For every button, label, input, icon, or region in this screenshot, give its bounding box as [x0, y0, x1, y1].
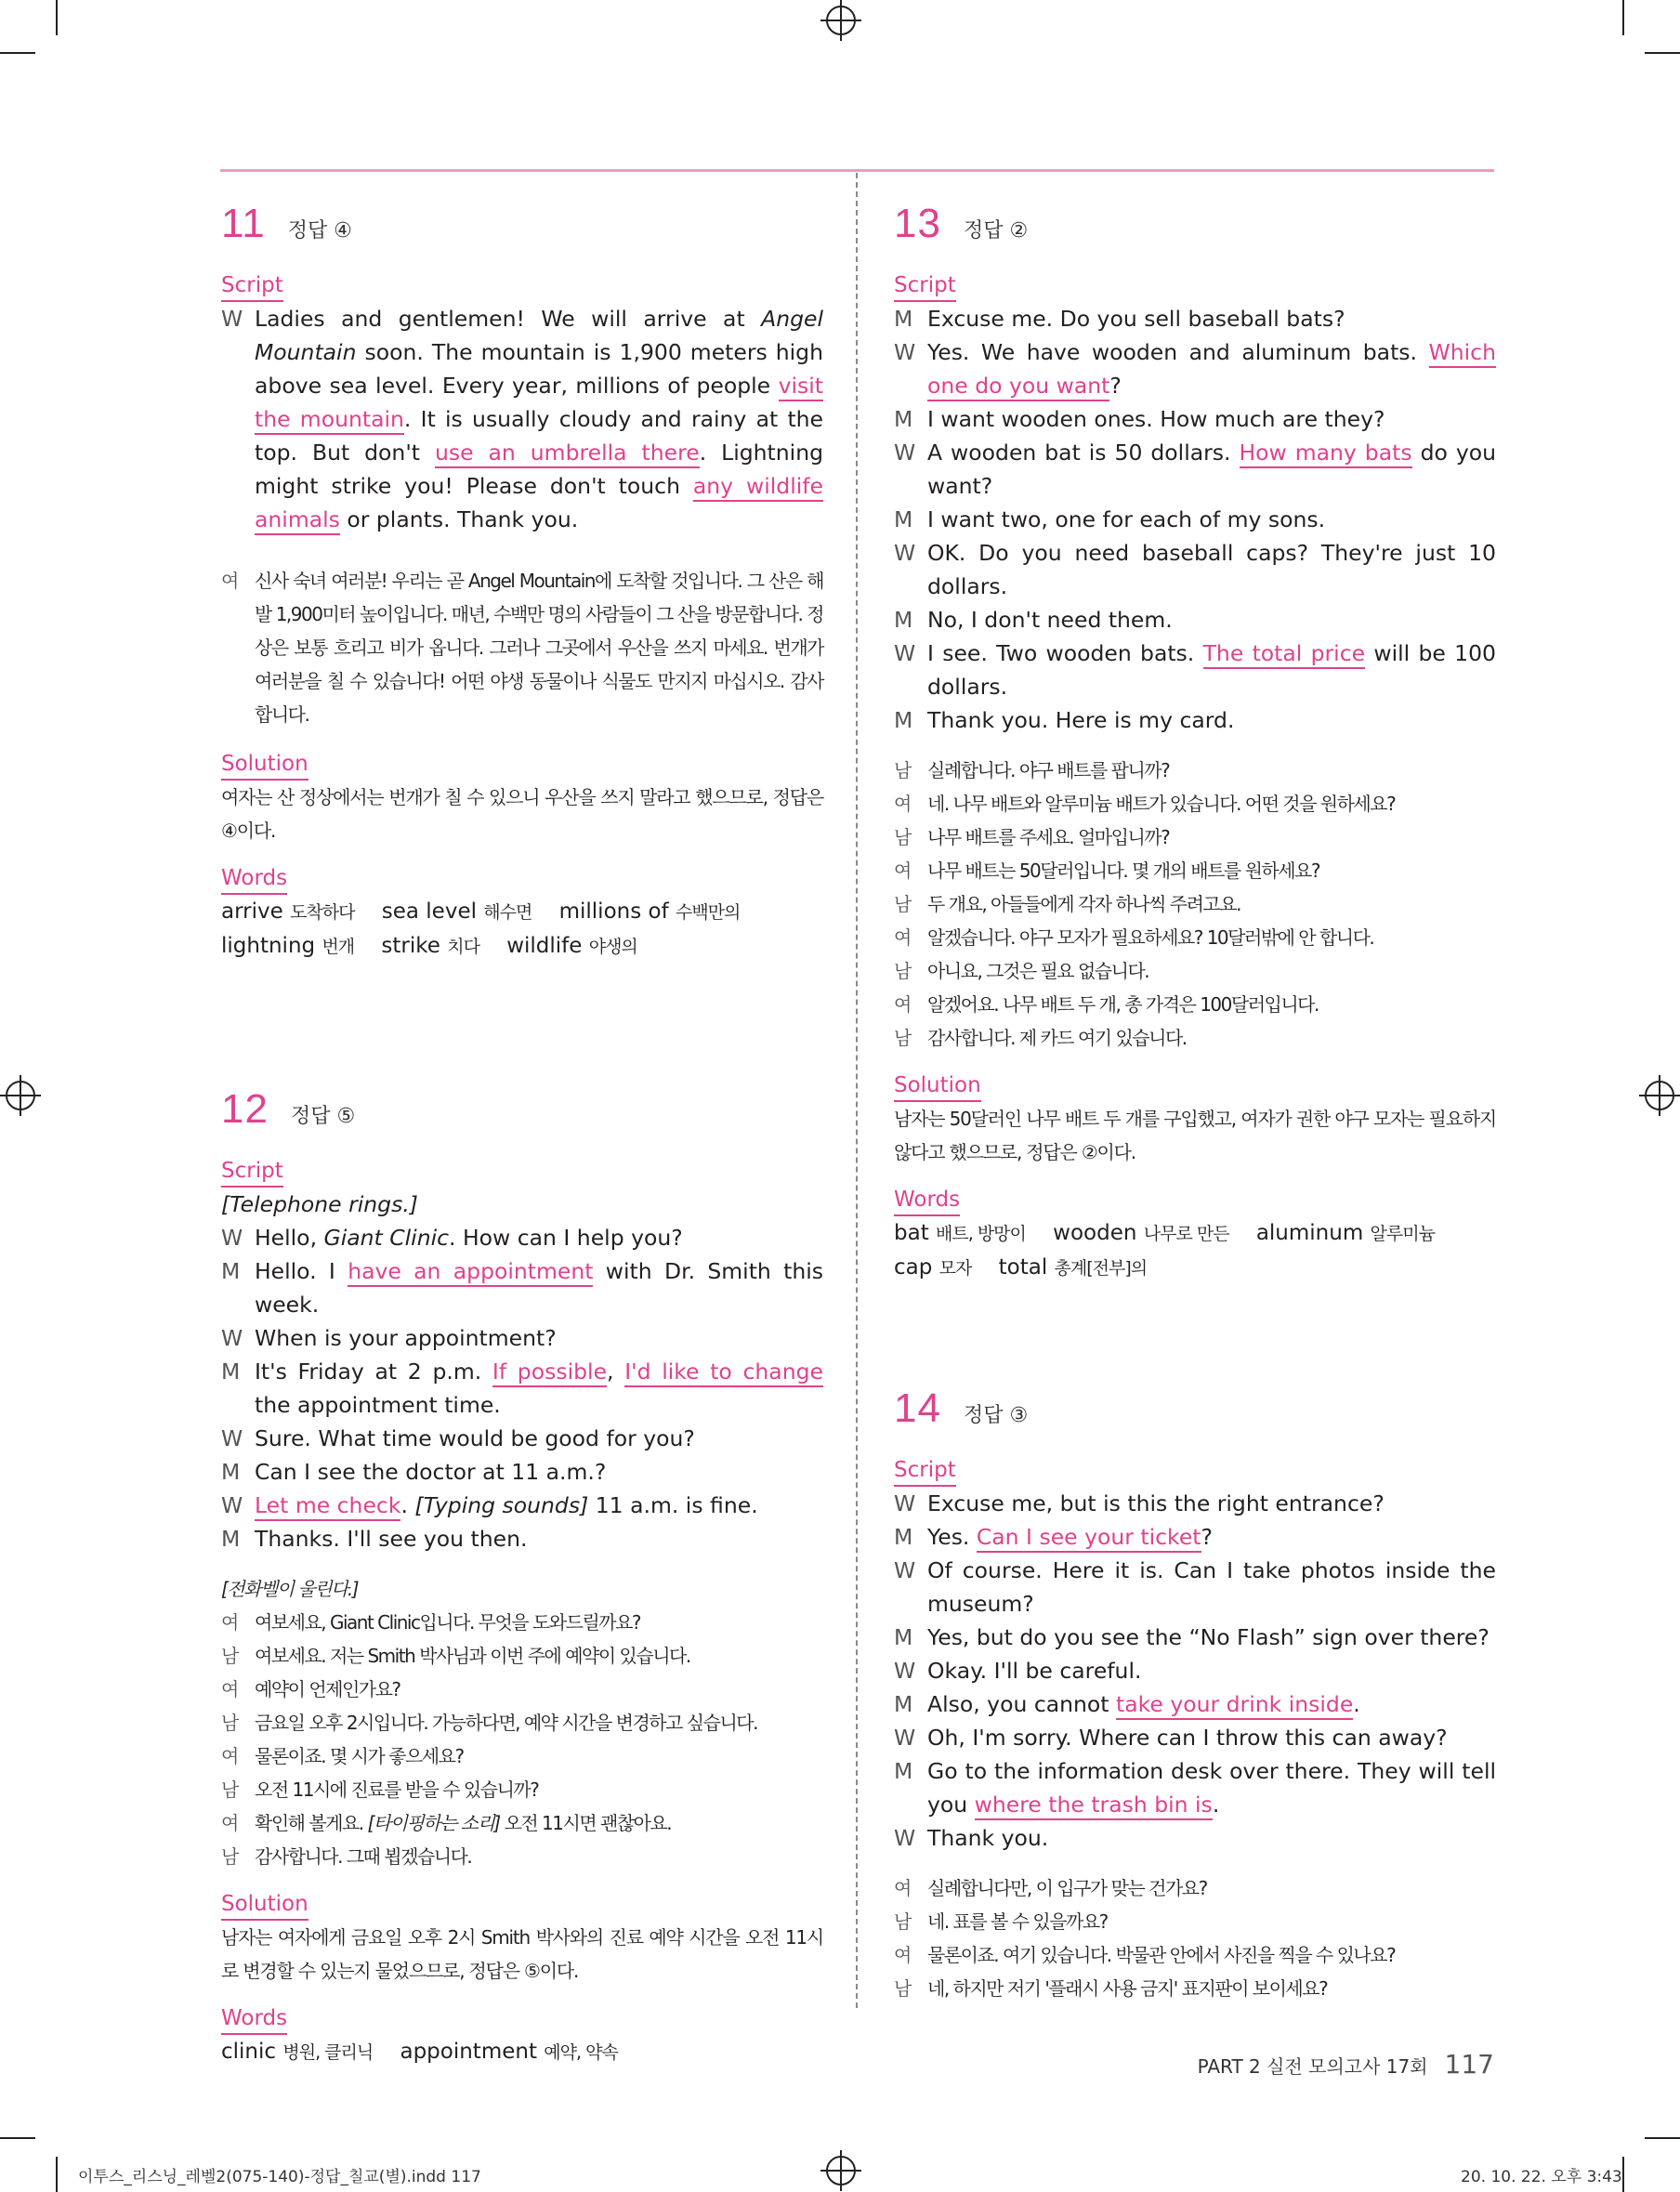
script-line: M Thanks. I'll see you then.: [221, 1526, 528, 1552]
crop-mark: [1645, 52, 1680, 54]
script-line: M Yes, but do you see the “No Flash” sign over there?: [894, 1624, 1490, 1650]
question-number: 12: [221, 1086, 269, 1132]
question-12: [221, 1086, 823, 2069]
question-13: [894, 201, 1496, 1285]
solution-text: 남자는 50달러인 나무 배트 두 개를 구입했고, 여자가 권한 야구 모자는 필요하지 않다고 했으므로, 정답은 ②이다.: [894, 1108, 1496, 1163]
script-line: W Let me check. [Typing sounds] 11 a.m. is fine.: [221, 1489, 823, 1522]
script-dialogue: [894, 1487, 1496, 1855]
words-heading: Words: [221, 864, 287, 895]
crop-mark: [1622, 2157, 1624, 2192]
left-column: [221, 177, 823, 2069]
script-line: W I see. Two wooden bats. The total price will be 100 dollars.: [894, 640, 1497, 700]
ko-stage-direction: [전화벨이 울린다.]: [221, 1578, 359, 1600]
words-heading: Words: [221, 2004, 287, 2035]
script-line: M It's Friday at 2 p.m. If possible, I'd like to change the appointment time.: [221, 1359, 823, 1418]
footer-part-label: PART 2 실전 모의고사 17회: [1197, 2055, 1428, 2078]
script-line: M Yes. Can I see your ticket?: [894, 1520, 1496, 1554]
script-line: W Sure. What time would be good for you?: [221, 1425, 695, 1451]
script-line: M Thank you. Here is my card.: [894, 707, 1235, 733]
question-11: [221, 201, 823, 964]
answer-label: 정답 ⑤: [290, 1105, 356, 1128]
script-heading: Script: [221, 1157, 283, 1188]
script-line: M Can I see the doctor at 11 a.m.?: [221, 1459, 607, 1485]
script-heading: Script: [894, 1456, 956, 1487]
page-footer: [1198, 2049, 1494, 2080]
script-dialogue: [894, 302, 1496, 737]
script-line: M Excuse me. Do you sell baseball bats?: [894, 306, 1345, 332]
script-line: W Yes. We have wooden and aluminum bats. Which one do you want?: [894, 335, 1496, 402]
highlight: use an umbrella there: [435, 440, 700, 468]
script-dialogue: [221, 302, 823, 536]
solution-text: 여자는 산 정상에서는 번개가 칠 수 있으니 우산을 쓰지 말라고 했으므로, 정답은 ④이다.: [221, 786, 823, 842]
word-list: bat 배트, 방망이 wooden 나무로 만든 aluminum 알루미늄 cap 모자 total 총계[전부]의: [894, 1221, 1435, 1280]
registration-mark-icon: [826, 2156, 856, 2185]
crop-mark: [0, 52, 35, 54]
slug-filename: 이투스_리스닝_레벨2(075-140)-정답_칠교(별).indd 117: [78, 2168, 481, 2186]
crop-mark: [0, 2137, 35, 2139]
script-line: W Ladies and gentlemen! We will arrive at Angel Mountain soon. The mountain is 1,900 meters high above sea level. Every year, millions of people visit the mountain. It is usually cloudy and rainy at the top. But don't use an umbrella there. Lightning might strike you! Please don't touch any wildlife animals or plants. Thank you.: [221, 302, 823, 536]
script-line: M Also, you cannot take your drink inside.: [894, 1687, 1496, 1721]
answer-label: 정답 ②: [963, 219, 1029, 243]
header-rule: [220, 169, 1494, 172]
word-list: clinic 병원, 클리닉 appointment 예약, 약속: [221, 2040, 618, 2064]
right-column: [894, 177, 1496, 2005]
question-14: [894, 1385, 1496, 2005]
script-line: M I want wooden ones. How much are they?: [894, 406, 1385, 432]
crop-mark: [1645, 2137, 1680, 2139]
translation: [221, 564, 823, 731]
script-line: W Of course. Here it is. Can I take photos inside the museum?: [894, 1557, 1496, 1617]
script-line: M I want two, one for each of my sons.: [894, 506, 1326, 532]
crop-mark: [1622, 0, 1624, 35]
answer-label: 정답 ③: [963, 1404, 1029, 1427]
script-line: M Go to the information desk over there. They will tell you where the trash bin is.: [894, 1754, 1496, 1821]
stage-direction: [Telephone rings.]: [221, 1191, 418, 1217]
word-list: arrive 도착하다 sea level 해수면 millions of 수백만의 lightning 번개 strike 치다 wildlife 야생의: [221, 899, 741, 958]
speaker: W: [221, 306, 243, 332]
column-divider: [856, 173, 858, 2008]
script-line: W OK. Do you need baseball caps? They're just 10 dollars.: [894, 540, 1496, 599]
script-line: W Thank you.: [894, 1825, 1049, 1851]
script-line: W Excuse me, but is this the right entrance?: [894, 1490, 1385, 1516]
translation: 여 여보세요, Giant Clinic입니다. 무엇을 도와드릴까요? 남 여보세요. 저는 Smith 박사님과 이번 주에 예약이 있습니다. 여 예약이 언제인가요? 남 금요일 오후 2시입니다. 가능하다면, 예약 시간을 변경하고 싶습니다. 여 물론이죠. 몇 시가 좋으세요? 남 오전 11시에 진료를 받을 수 있습니까? 여 확인해 볼게요. [타이핑하는 소리] 오전 11시면 괜찮아요. 남 감사합니다. 그때 뵙겠습니다.: [221, 1611, 757, 1868]
translation-line: 여 신사 숙녀 여러분! 우리는 곧 Angel Mountain에 도착할 것입니다. 그 산은 해발 1,900미터 높이입니다. 매년, 수백만 명의 사람들이 그 산을 방문합니다. 정상은 보통 흐리고 비가 옵니다. 그러나 그곳에서 우산을 쓰지 마세요. 번개가 여러분을 칠 수 있습니다! 어떤 야생 동물이나 식물도 만지지 마십시오. 감사합니다.: [221, 570, 823, 726]
question-number: 11: [221, 201, 266, 246]
question-number: 14: [894, 1385, 941, 1431]
script-line: W A wooden bat is 50 dollars. How many bats do you want?: [894, 440, 1497, 499]
script-line: M Hello. I have an appointment with Dr. Smith this week.: [221, 1258, 823, 1318]
words-heading: Words: [894, 1186, 960, 1216]
highlight: visit the mountain: [255, 373, 823, 435]
solution-heading: Solution: [894, 1071, 981, 1102]
highlight: any wildlife animals: [255, 473, 823, 535]
script-line: W When is your appointment?: [221, 1325, 557, 1351]
solution-heading: Solution: [221, 750, 308, 781]
crop-mark: [56, 0, 58, 35]
script-heading: Script: [894, 271, 956, 302]
script-line: M No, I don't need them.: [894, 607, 1173, 633]
registration-mark-icon: [1645, 1081, 1674, 1110]
page-number: 117: [1444, 2049, 1494, 2080]
slug-timestamp: 20. 10. 22. 오후 3:43: [1461, 2168, 1622, 2186]
answer-label: 정답 ④: [287, 219, 352, 243]
script-line: W Okay. I'll be careful.: [894, 1658, 1142, 1684]
solution-heading: Solution: [221, 1890, 308, 1921]
question-number: 13: [894, 201, 941, 246]
script-line: W Oh, I'm sorry. Where can I throw this can away?: [894, 1725, 1448, 1751]
crop-mark: [56, 2157, 58, 2192]
registration-mark-icon: [826, 6, 856, 35]
translation: 여 실례합니다만, 이 입구가 맞는 건가요? 남 네. 표를 볼 수 있을까요? 여 물론이죠. 여기 있습니다. 박물관 안에서 사진을 찍을 수 있나요? 남 네, 하지만 저기 '플래시 사용 금지' 표지판이 보이세요?: [894, 1877, 1396, 2000]
script-heading: Script: [221, 271, 283, 302]
script-line: W Hello, Giant Clinic. How can I help you?: [221, 1225, 683, 1251]
translation: 남 실례합니다. 야구 배트를 팝니까? 여 네. 나무 배트와 알루미늄 배트가 있습니다. 어떤 것을 원하세요? 남 나무 배트를 주세요. 얼마입니까? 여 나무 배트는 50달러입니다. 몇 개의 배트를 원하세요? 남 두 개요, 아들들에게 각자 하나씩 주려고요. 여 알겠습니다. 야구 모자가 필요하세요? 10달러밖에 안 합니다. 남 아니요, 그것은 필요 없습니다. 여 알겠어요. 나무 배트 두 개, 총 가격은 100달러입니다. 남 감사합니다. 제 카드 여기 있습니다.: [894, 759, 1396, 1049]
script-dialogue: [221, 1221, 823, 1555]
solution-text: 남자는 여자에게 금요일 오후 2시 Smith 박사와의 진료 예약 시간을 오전 11시로 변경할 수 있는지 물었으므로, 정답은 ⑤이다.: [221, 1926, 823, 1982]
registration-mark-icon: [6, 1081, 35, 1110]
